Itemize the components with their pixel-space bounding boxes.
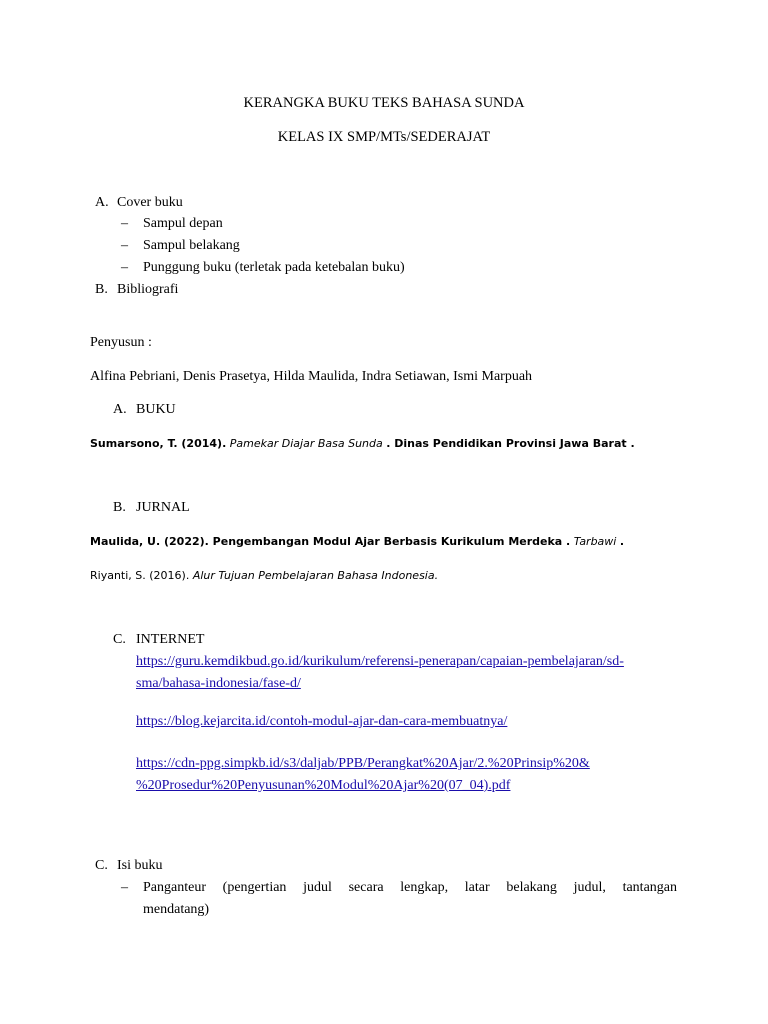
outline-a-label: Cover buku xyxy=(117,195,183,210)
document-subtitle: KELAS IX SMP/MTs/SEDERAJAT xyxy=(277,129,491,145)
outline-b-label: Bibliografi xyxy=(117,282,179,297)
outline-c-label: Isi buku xyxy=(117,858,163,873)
biblio-buku-marker: A. xyxy=(113,402,127,417)
reference-entry xyxy=(90,531,624,553)
outline-a-marker: A. xyxy=(95,195,109,210)
reference-author: Riyanti, S. (2016). xyxy=(90,569,190,582)
reference-end: . xyxy=(619,535,625,548)
biblio-internet-marker: C. xyxy=(113,632,126,647)
reference-journal: Tarbawi xyxy=(573,535,617,548)
biblio-buku-label: BUKU xyxy=(136,402,176,417)
outline-b-marker: B. xyxy=(95,282,108,297)
reference-link[interactable]: https://blog.kejarcita.id/contoh-modul-ajar-dan-cara-membuatnya/ xyxy=(136,714,508,729)
biblio-jurnal-marker: B. xyxy=(113,500,126,515)
reference-link[interactable]: %20Prosedur%20Penyusunan%20Modul%20Ajar%20(07_04).pdf xyxy=(136,778,511,793)
reference-publisher: . Dinas Pendidikan Provinsi Jawa Barat . xyxy=(386,437,635,450)
document-title: KERANGKA BUKU TEKS BAHASA SUNDA xyxy=(243,95,525,111)
list-dash: – xyxy=(121,216,128,231)
authors-list: Alfina Pebriani, Denis Prasetya, Hilda Maulida, Indra Setiawan, Ismi Marpuah xyxy=(90,369,533,384)
reference-author: Sumarsono, T. (2014). xyxy=(90,437,227,450)
list-item: Sampul depan xyxy=(143,216,223,231)
list-item: Sampul belakang xyxy=(143,238,240,253)
reference-text: Maulida, U. (2022). Pengembangan Modul Ajar Berbasis Kurikulum Merdeka . xyxy=(90,535,571,548)
reference-link[interactable]: https://guru.kemdikbud.go.id/kurikulum/referensi-penerapan/capaian-pembelajaran/sd- xyxy=(136,654,624,669)
authors-label: Penyusun : xyxy=(90,335,152,350)
reference-entry xyxy=(90,433,635,455)
list-item-continuation: mendatang) xyxy=(143,902,210,917)
list-dash: – xyxy=(121,238,128,253)
reference-link[interactable]: https://cdn-ppg.simpkb.id/s3/daljab/PPB/Perangkat%20Ajar/2.%20Prinsip%20& xyxy=(136,756,590,771)
reference-link[interactable]: sma/bahasa-indonesia/fase-d/ xyxy=(136,676,301,691)
reference-entry xyxy=(90,565,438,587)
outline-c-marker: C. xyxy=(95,858,108,873)
biblio-jurnal-label: JURNAL xyxy=(136,500,190,515)
reference-title: Alur Tujuan Pembelajaran Bahasa Indonesia. xyxy=(192,569,439,582)
list-dash: – xyxy=(121,880,128,895)
list-dash: – xyxy=(121,260,128,275)
reference-title: Pamekar Diajar Basa Sunda xyxy=(229,437,383,450)
list-item: Panganteur (pengertian judul secara lengkap, latar belakang judul, tantangan xyxy=(143,880,677,895)
list-item: Punggung buku (terletak pada ketebalan buku) xyxy=(143,260,405,275)
biblio-internet-label: INTERNET xyxy=(136,632,205,647)
